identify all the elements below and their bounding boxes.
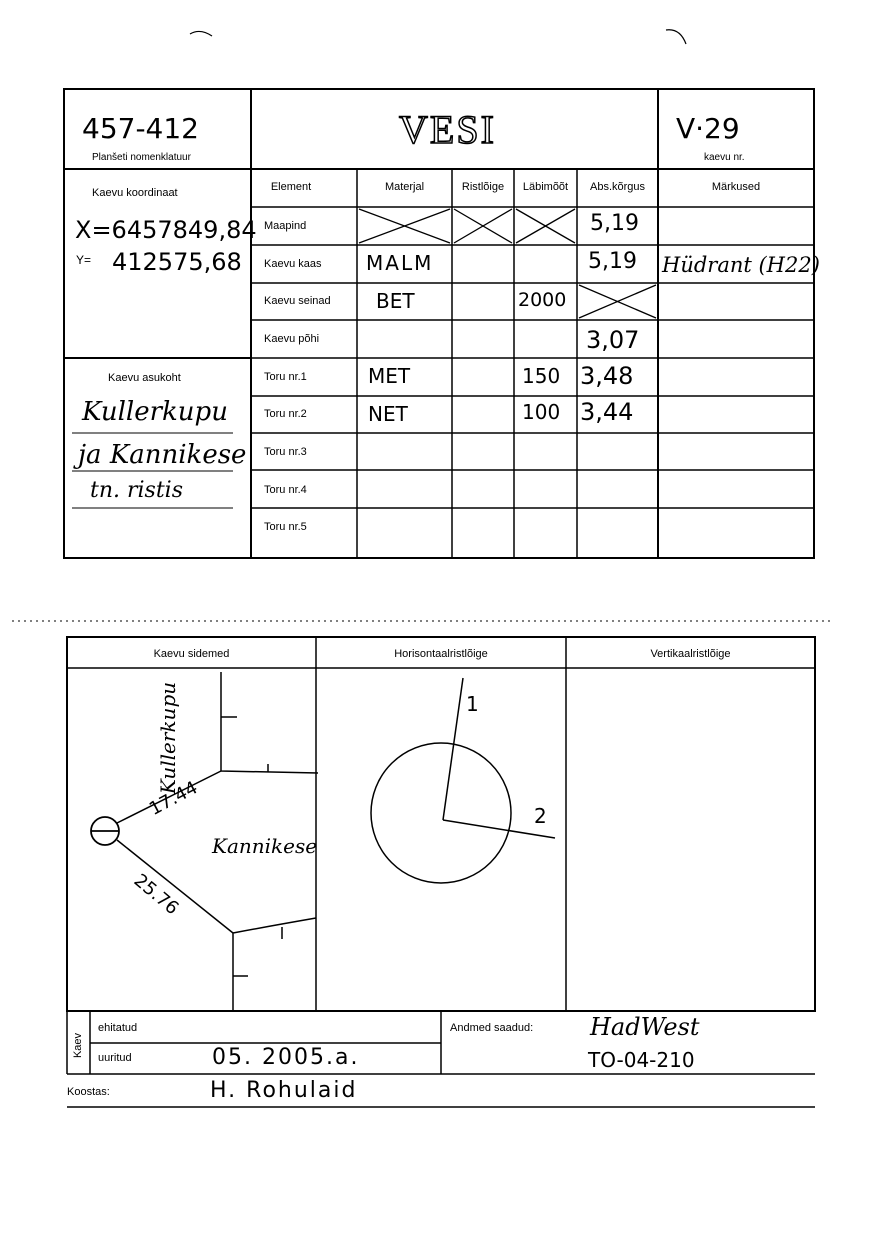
location-label: Kaevu asukoht xyxy=(108,372,181,384)
table-cell-abs: 3,07 xyxy=(586,326,640,354)
location-line-1: Kullerkupu xyxy=(82,397,228,427)
coordinate-y-prefix: Y= xyxy=(76,253,92,267)
table-cell-abs: 5,19 xyxy=(590,211,639,236)
coordinate-y: 412575,68 xyxy=(112,248,242,276)
sketch-header-connections: Kaevu sidemed xyxy=(153,648,230,660)
compiled-label: Koostas: xyxy=(67,1086,110,1098)
measured-label: uuritud xyxy=(98,1052,132,1064)
page-title: VESI xyxy=(399,107,496,152)
location-line-2: ja Kannikese xyxy=(78,440,247,470)
built-label: ehitatud xyxy=(98,1022,138,1034)
data-source-code: TO-04-210 xyxy=(588,1048,695,1072)
table-cell-element: Toru nr.3 xyxy=(264,446,307,458)
table-header-material: Materjal xyxy=(384,181,425,193)
table-cell-element: Toru nr.5 xyxy=(264,521,307,533)
coordinates-label: Kaevu koordinaat xyxy=(92,187,178,199)
location-line-3: tn. ristis xyxy=(90,478,184,503)
footer-group-label: Kaev xyxy=(72,1032,85,1059)
table-header-notes: Märkused xyxy=(711,181,761,193)
sketch-header-horizontal: Horisontaalristlõige xyxy=(394,648,488,660)
table-cell-element: Kaevu seinad xyxy=(264,295,331,307)
distance-label-2: 25.76 xyxy=(129,870,183,920)
table-cell-material: NET xyxy=(368,402,408,426)
measured-value: 05. 2005.a. xyxy=(212,1045,360,1070)
nomenclature-label: Planšeti nomenklatuur xyxy=(92,152,191,163)
table-cell-material: BET xyxy=(376,289,415,313)
table-header-cross-section: Ristlõige xyxy=(461,181,505,193)
table-cell-element: Toru nr.1 xyxy=(264,371,307,383)
table-cell-element: Kaevu põhi xyxy=(264,333,320,345)
table-header-diameter: Läbimõõt xyxy=(522,181,569,193)
table-cell-abs: 3,48 xyxy=(580,362,634,390)
table-cell-material: MALM xyxy=(366,251,434,275)
table-cell-diameter: 2000 xyxy=(518,289,567,311)
distance-label-1: 17.44 xyxy=(145,777,202,820)
data-source-label: Andmed saadud: xyxy=(450,1022,534,1034)
table-cell-element: Toru nr.2 xyxy=(264,408,307,420)
pipe-label-2: 2 xyxy=(534,804,547,828)
table-cell-diameter: 100 xyxy=(522,400,561,424)
well-number-label: kaevu nr. xyxy=(704,152,745,163)
sketch-header-vertical: Vertikaalristlõige xyxy=(650,648,731,660)
well-number-value: V·29 xyxy=(676,112,740,145)
compiled-value: H. Rohulaid xyxy=(210,1078,358,1103)
pipe-label-1: 1 xyxy=(466,692,479,716)
table-cell-abs: 5,19 xyxy=(588,249,637,274)
table-cell-material: MET xyxy=(368,364,411,388)
data-source-value: HadWest xyxy=(590,1013,700,1041)
street-label-kullerkupu: Kullerkupu xyxy=(156,681,181,795)
table-cell-element: Maapind xyxy=(264,220,307,232)
table-cell-abs: 3,44 xyxy=(580,398,634,426)
nomenclature-value: 457-412 xyxy=(82,112,199,145)
table-header-element: Element xyxy=(270,181,312,193)
table-cell-diameter: 150 xyxy=(522,364,561,388)
table-cell-element: Toru nr.4 xyxy=(264,484,307,496)
street-label-kannikese: Kannikese xyxy=(212,834,318,858)
table-cell-element: Kaevu kaas xyxy=(264,258,322,270)
table-cell-notes: Hüdrant (H22) xyxy=(662,253,820,277)
table-header-abs-height: Abs.kõrgus xyxy=(589,181,646,193)
coordinate-x: X=6457849,84 xyxy=(75,216,257,244)
